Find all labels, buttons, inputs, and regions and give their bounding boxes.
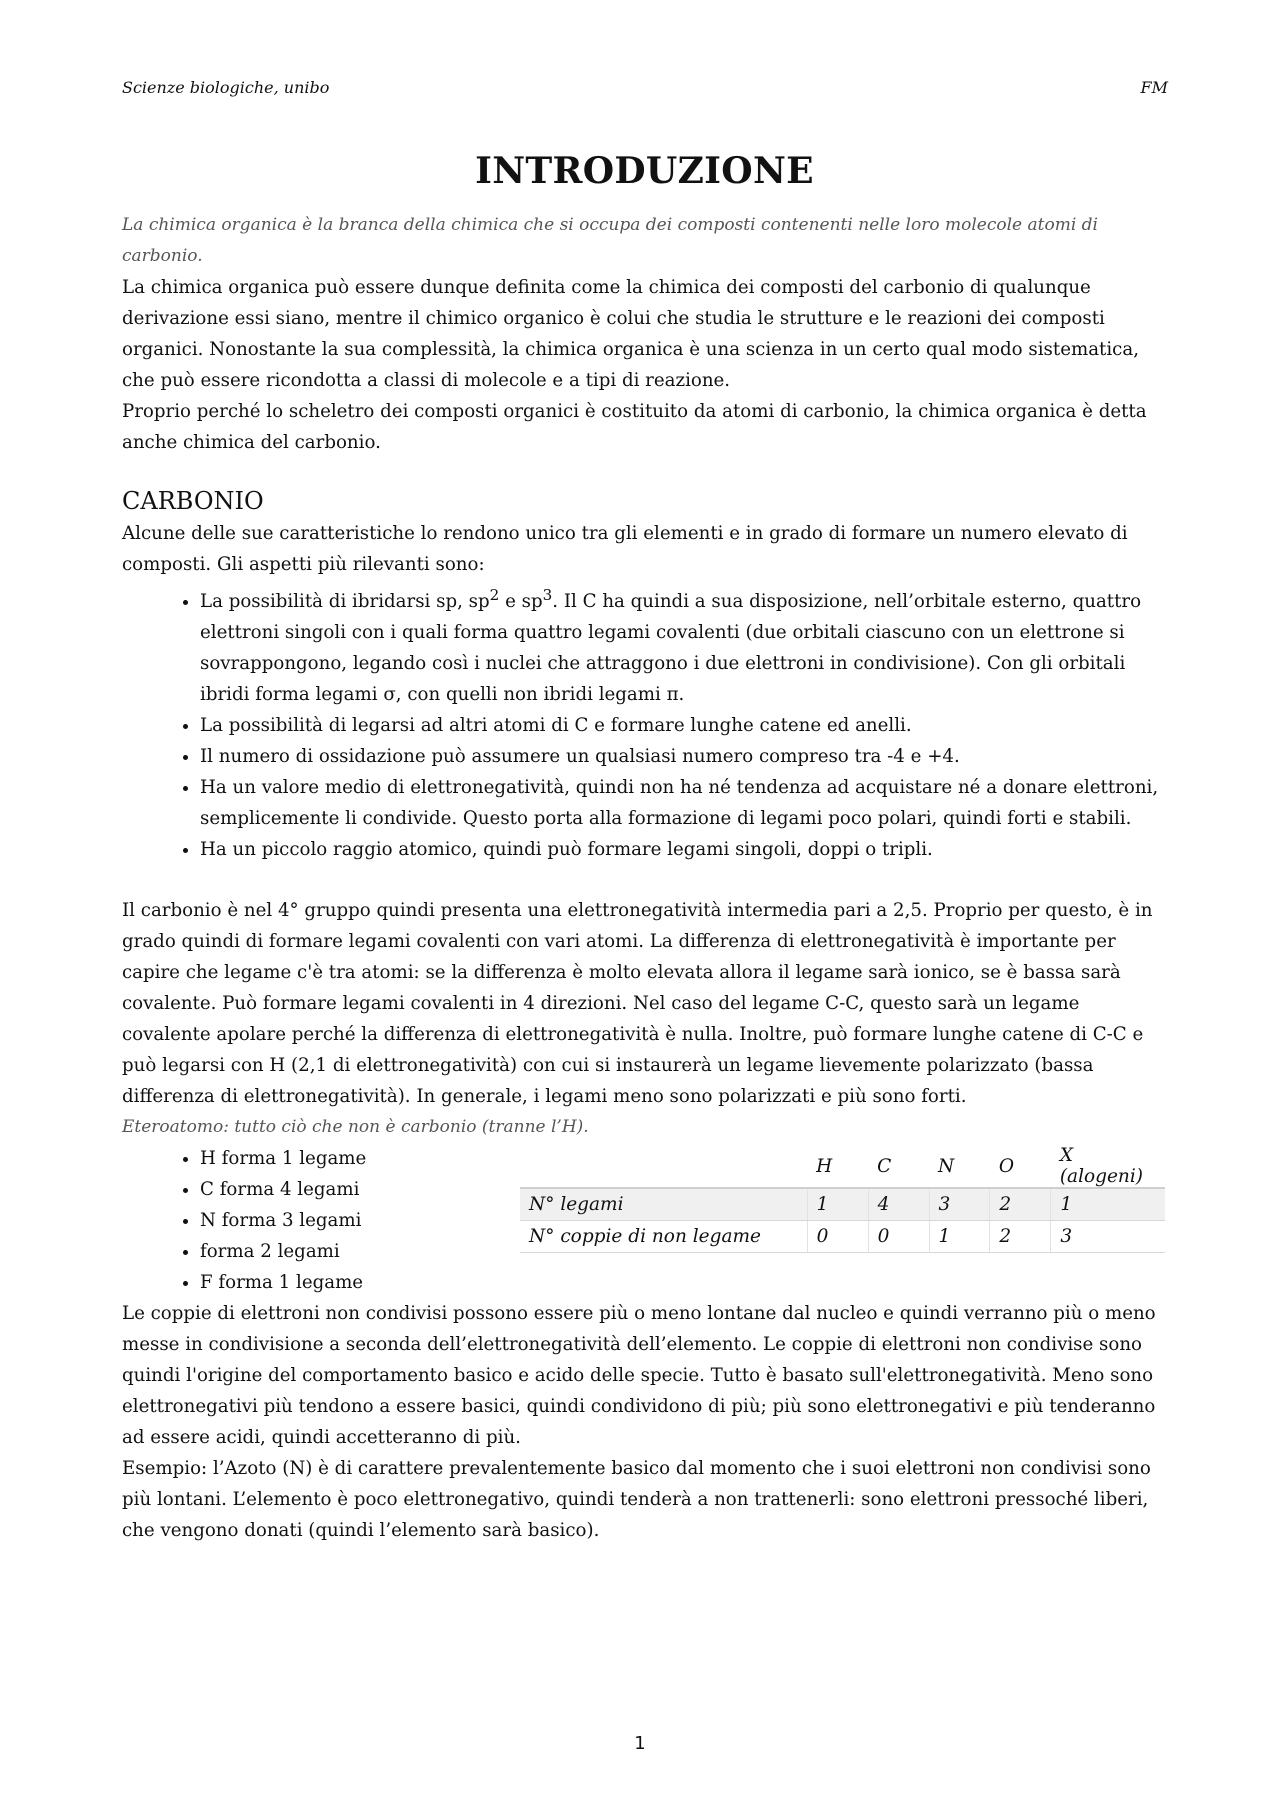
table-cell: 4 — [868, 1188, 929, 1221]
list-item: • Ha un piccolo raggio atomico, quindi può formare legami singoli, doppi o tripli. — [200, 834, 1167, 865]
row-label: N° coppie di non legame — [520, 1221, 807, 1253]
intro-italic: La chimica organica è la branca della chimica che si occupa dei composti contenenti nelle loro molecole atomi di carbonio. — [122, 215, 1098, 266]
page-content — [122, 150, 1167, 1546]
eteroatomo-definition: Eteroatomo: tutto ciò che non è carbonio (tranne l’H). — [122, 1117, 589, 1138]
list-item: • Il numero di ossidazione può assumere un qualsiasi numero compreso tra -4 e +4. — [200, 741, 1167, 772]
header-right: FM — [1140, 78, 1168, 97]
list-item: • Ha un valore medio di elettronegatività, quindi non ha né tendenza ad acquistare né a donare elettroni, semplicemente li condivide. Questo porta alla formazione di legami poco polari, quindi forti e stabili. — [200, 772, 1167, 834]
list-item: • N forma 3 legami — [200, 1205, 560, 1236]
bonds-table — [520, 1145, 1165, 1253]
carbon-intro: Alcune delle sue caratteristiche lo rendono unico tra gli elementi e in grado di formare un numero elevato di composti. Gli aspetti più rilevanti sono: — [122, 523, 1128, 575]
table-header-cell: H — [816, 1155, 833, 1177]
list-item: • H forma 1 legame — [200, 1143, 560, 1174]
table-cell: 2 — [990, 1188, 1051, 1221]
table-header-row — [520, 1145, 1165, 1188]
legami-list — [122, 1143, 560, 1298]
table-header-cell: N — [938, 1155, 955, 1177]
table-cell: 2 — [990, 1221, 1051, 1253]
carbon-features-list — [122, 580, 1167, 865]
header-left: Scienze biologiche, unibo — [122, 78, 330, 97]
row-label: N° legami — [520, 1188, 807, 1221]
table-cell: 3 — [929, 1188, 990, 1221]
table-header-cell: X (alogeni) — [1059, 1145, 1143, 1188]
carbon-paragraph: Il carbonio è nel 4° gruppo quindi presenta una elettronegatività intermedia pari a 2,5. Proprio per questo, è in grado quindi di formare legami covalenti con vari atomi. La differenza di elettronegatività è importante per capire che legame c'è tra atomi: se la differenza è molto elevata allora il legame sarà ionico, se è bassa sarà covalente. Può formare legami covalenti in 4 direzioni. Nel caso del legame C-C, questo sarà un legame covalente apolare perché la differenza di elettronegatività è nulla. Inoltre, può formare lunghe catene di C-C e può legarsi con H (2,1 di elettronegatività) con cui si instaurerà un legame lievemente polarizzato (bassa differenza di elettronegatività). In generale, i legami meno sono polarizzati e più sono forti. — [122, 900, 1153, 1108]
table-header-cell: C — [877, 1155, 892, 1177]
esempio-paragraph: Esempio: l’Azoto (N) è di carattere prevalentemente basico dal momento che i suoi elettroni non condivisi sono più lontani. L’elemento è poco elettronegativo, quindi tenderà a non trattenerli: sono elettroni pressoché liberi, che vengono donati (quindi l’elemento sarà basico). — [122, 1458, 1151, 1542]
section-title: CARBONIO — [122, 487, 264, 515]
list-item: • F forma 1 legame — [200, 1267, 560, 1298]
list-item: • La possibilità di legarsi ad altri atomi di C e formare lunghe catene ed anelli. — [200, 710, 1167, 741]
page-number: 1 — [634, 1733, 646, 1754]
list-item: • forma 2 legami — [200, 1236, 560, 1267]
table-cell: 1 — [929, 1221, 990, 1253]
list-item: • La possibilità di ibridarsi sp, $sp^2$ e $sp^3$. Il C ha quindi a sua disposizione, nell’orbitale esterno, quattro elettroni singoli con i quali forma quattro legami covalenti (due orbitali ciascuno con un elettrone si sovrappongono, legando così i nuclei che attraggono i due elettroni in condivisione). Con gli orbitali ibridi forma legami σ, con quelli non ibridi legami π. — [200, 580, 1167, 710]
table-cell: 3 — [1051, 1221, 1165, 1253]
table-cell: 0 — [807, 1221, 868, 1253]
table-cell: 1 — [807, 1188, 868, 1221]
intro-paragraph-1: La chimica organica può essere dunque definita come la chimica dei composti del carbonio di qualunque derivazione essi siano, mentre il chimico organico è colui che studia le strutture e le reazioni dei composti organici. Nonostante la sua complessità, la chimica organica è una scienza in un certo qual modo sistematica, che può essere ricondotta a classi di molecole e a tipi di reazione. — [122, 277, 1139, 391]
page-title: INTRODUZIONE — [475, 150, 814, 192]
table-row — [520, 1221, 1165, 1253]
coppie-paragraph: Le coppie di elettroni non condivisi possono essere più o meno lontane dal nucleo e quindi verranno più o meno messe in condivisione a seconda dell’elettronegatività dell’elemento. Le coppie di elettroni non condivise sono quindi l'origine del comportamento basico e acido delle specie. Tutto è basato sull'elettronegatività. Meno sono elettronegativi più tendono a essere basici, quindi condividono di più; più sono elettronegativi e più tenderanno ad essere acidi, quindi accetteranno di più. — [122, 1303, 1156, 1449]
legami-section — [122, 1143, 1167, 1298]
table-cell: 1 — [1051, 1188, 1165, 1221]
table-header-cell: O — [998, 1155, 1015, 1177]
table-cell: 0 — [868, 1221, 929, 1253]
table-row — [520, 1188, 1165, 1221]
intro-paragraph-2: Proprio perché lo scheletro dei composti organici è costituito da atomi di carbonio, la chimica organica è detta anche chimica del carbonio. — [122, 401, 1147, 453]
list-item: • C forma 4 legami — [200, 1174, 560, 1205]
